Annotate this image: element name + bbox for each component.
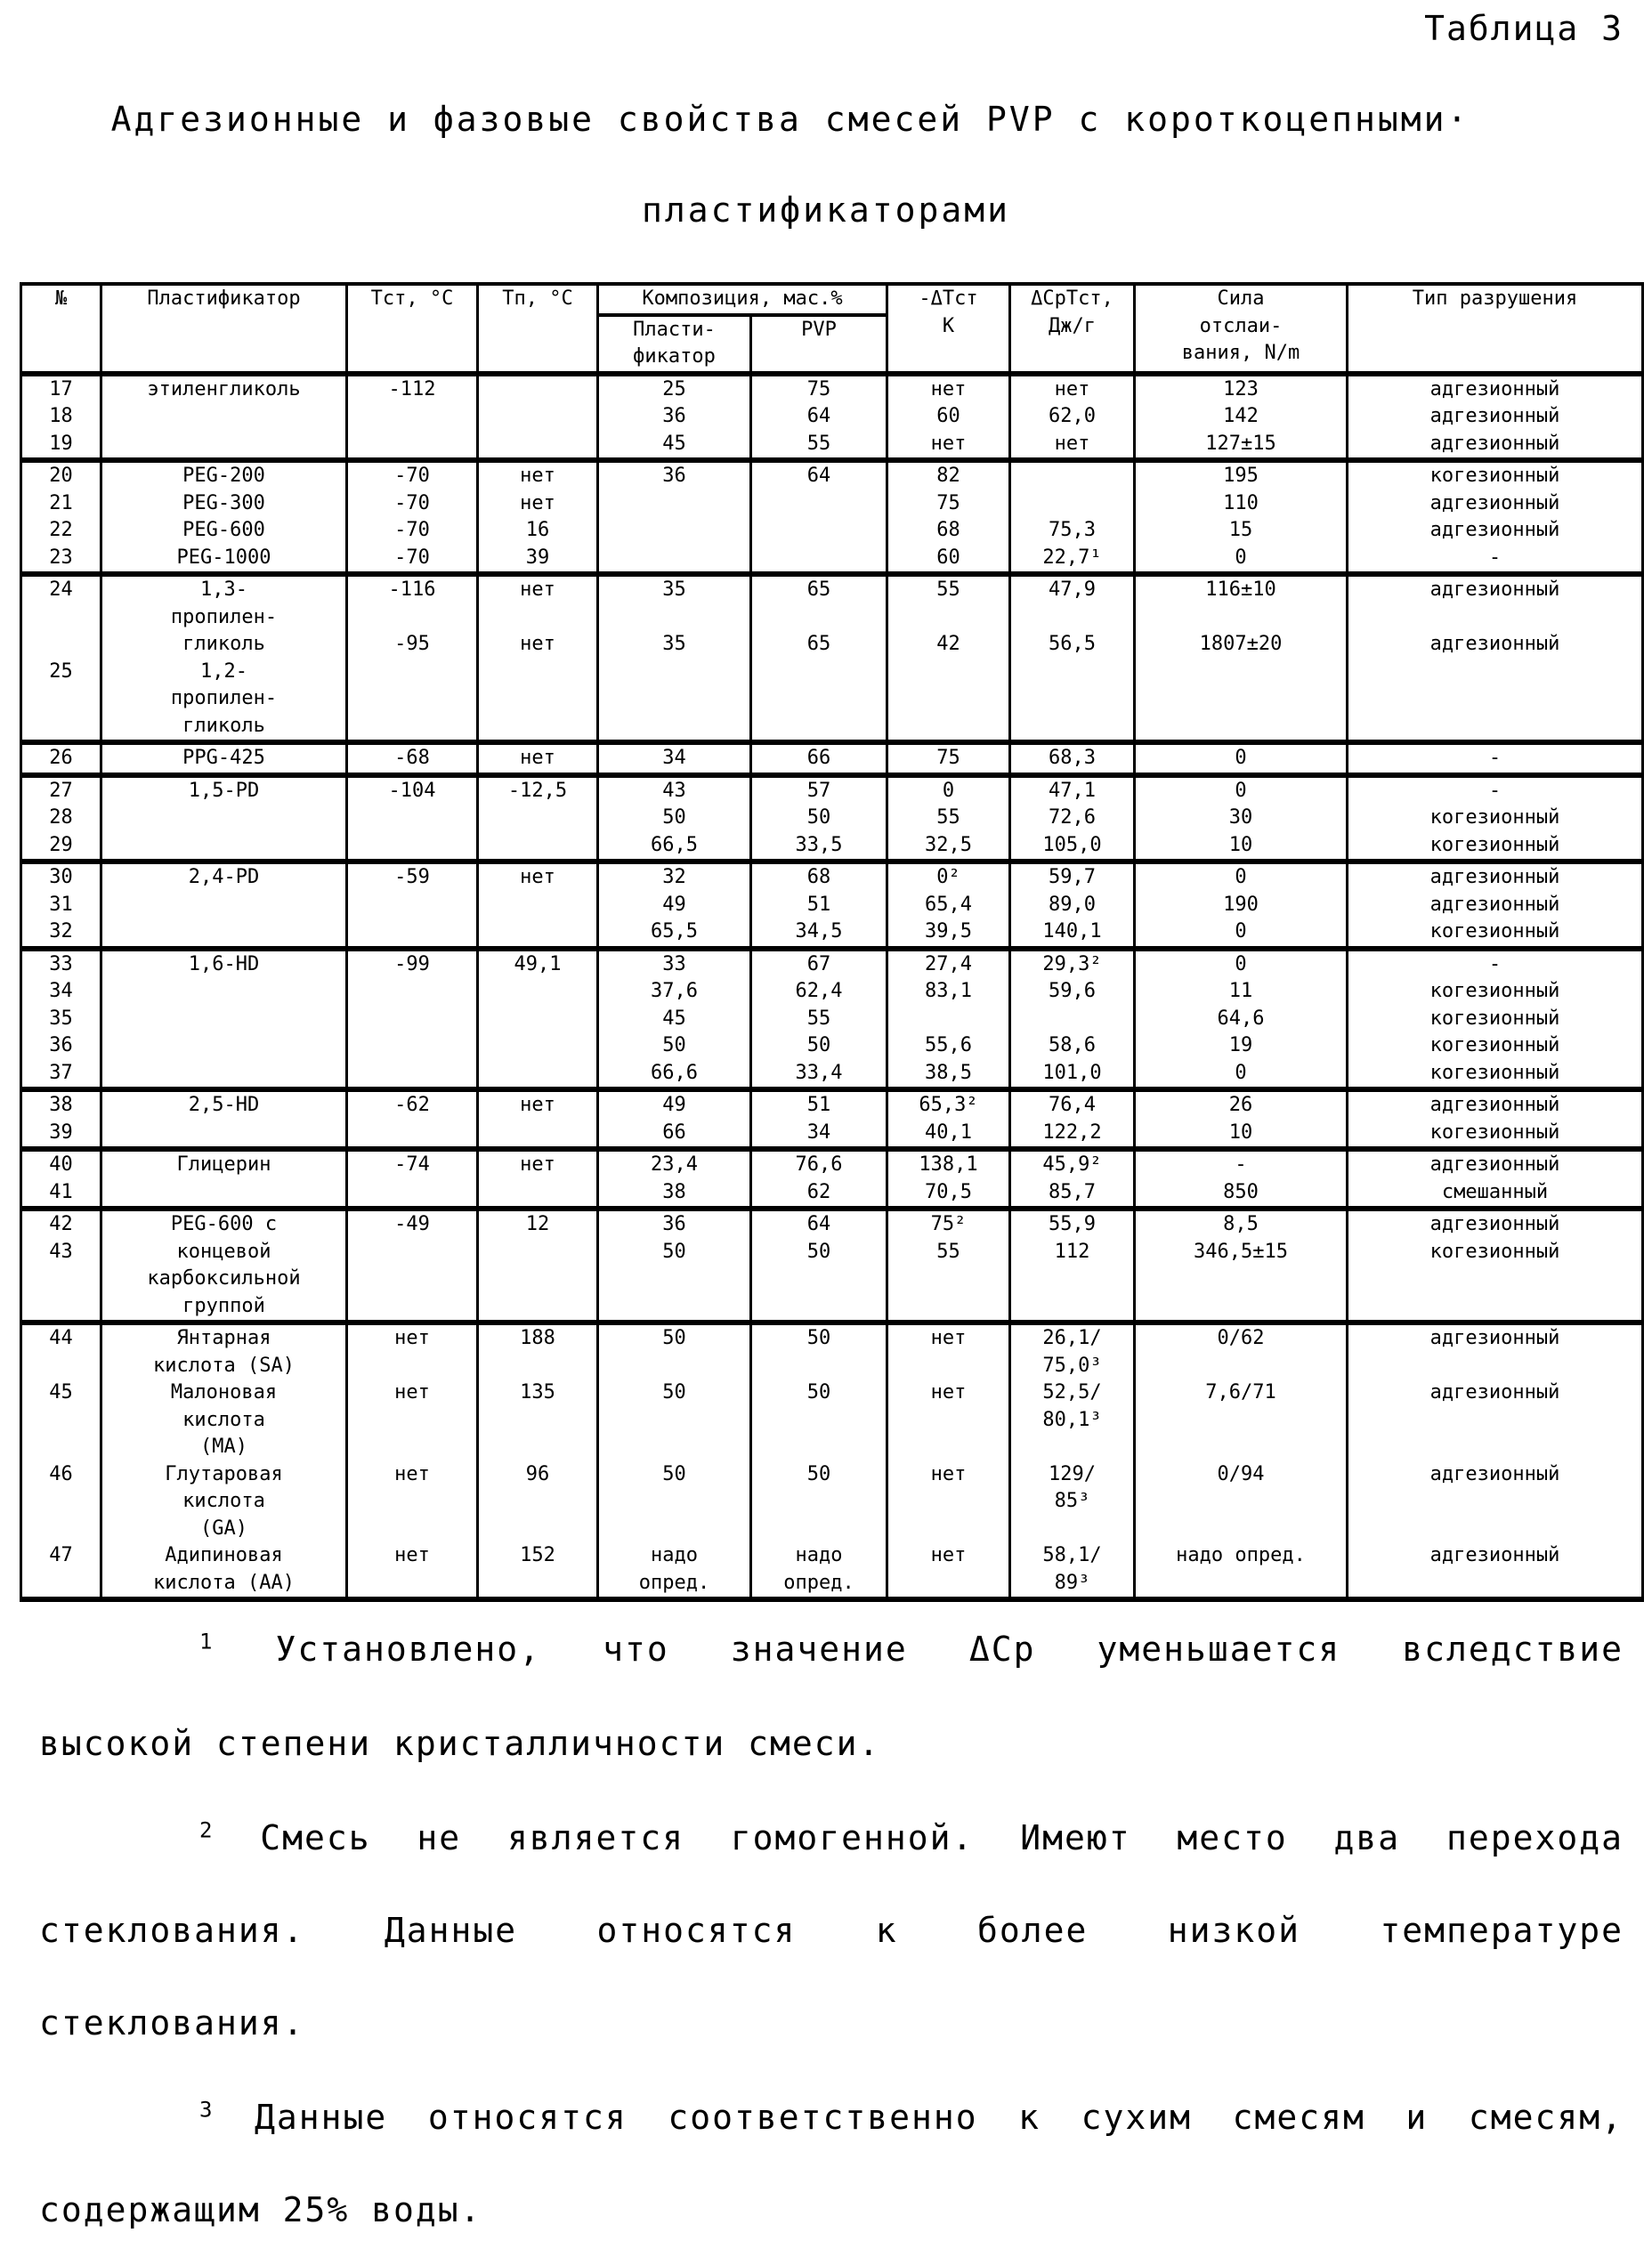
- header-tm: Tп, °C: [478, 284, 598, 374]
- cell-tm: нет: [478, 862, 598, 949]
- cell-tm: нет нет 16 39: [478, 460, 598, 574]
- header-comp-plasticizer: Пласти- фикатор: [598, 315, 751, 374]
- cell-tm: нет: [478, 1149, 598, 1209]
- footnote-1-continuation: высокой степени кристалличности смеси.: [39, 1696, 1624, 1791]
- cell-num: 40 41: [21, 1149, 101, 1209]
- cell-comp-plasticizer: 32 49 65,5: [598, 862, 751, 949]
- cell-tg: -59: [347, 862, 478, 949]
- table-title: Адгезионные и фазовые свойства смесей PVP с короткоцепными·: [0, 100, 1616, 139]
- cell-delta-tg: 55 42: [887, 574, 1010, 742]
- cell-delta-tg: 82 75 68 60: [887, 460, 1010, 574]
- cell-failure-type: адгезионный когезионный: [1348, 1089, 1643, 1149]
- footnote-2: [39, 1791, 1624, 1885]
- header-comp-pvp: PVP: [751, 315, 887, 374]
- table-title-continuation: пластификаторами: [0, 190, 1652, 230]
- cell-failure-type: адгезионный смешанный: [1348, 1149, 1643, 1209]
- cell-tm: 188 135 96 152: [478, 1323, 598, 1599]
- properties-table: [20, 282, 1644, 1602]
- header-num: №: [21, 284, 101, 374]
- cell-num: 17 18 19: [21, 374, 101, 461]
- cell-failure-type: адгезионный адгезионный когезионный: [1348, 862, 1643, 949]
- cell-num: 38 39: [21, 1089, 101, 1149]
- cell-tm: -12,5: [478, 775, 598, 862]
- cell-tg: -68: [347, 742, 478, 775]
- cell-num: 26: [21, 742, 101, 775]
- table-row-group: [21, 742, 1643, 775]
- header-peel-force: Сила отслаи- вания, N/m: [1135, 284, 1348, 374]
- cell-delta-cp: 75,3 22,7¹: [1010, 460, 1135, 574]
- cell-comp-pvp: 67 62,4 55 50 33,4: [751, 949, 887, 1090]
- cell-comp-plasticizer: 50 50 50 надо опред.: [598, 1323, 751, 1599]
- cell-comp-plasticizer: 43 50 66,5: [598, 775, 751, 862]
- cell-num: 44 45 46 47: [21, 1323, 101, 1599]
- cell-delta-cp: 26,1/ 75,0³ 52,5/ 80,1³ 129/ 85³ 58,1/ 89³: [1010, 1323, 1135, 1599]
- cell-failure-type: адгезионный адгезионный: [1348, 574, 1643, 742]
- cell-tg: -112: [347, 374, 478, 461]
- cell-tg: -62: [347, 1089, 478, 1149]
- cell-plasticizer: 1,3- пропилен- гликоль 1,2- пропилен- гликоль: [101, 574, 347, 742]
- cell-tg: -99: [347, 949, 478, 1090]
- cell-peel-force: 0 11 64,6 19 0: [1135, 949, 1348, 1090]
- cell-plasticizer: 2,4-PD: [101, 862, 347, 949]
- header-composition: Композиция, мас.%: [598, 284, 887, 315]
- cell-comp-pvp: 68 51 34,5: [751, 862, 887, 949]
- cell-delta-cp: 45,9² 85,7: [1010, 1149, 1135, 1209]
- cell-delta-cp: 59,7 89,0 140,1: [1010, 862, 1135, 949]
- cell-peel-force: 0 30 10: [1135, 775, 1348, 862]
- footnote-mark: 1: [199, 1629, 214, 1654]
- table-row-group: [21, 862, 1643, 949]
- cell-comp-pvp: 50 50 50 надо опред.: [751, 1323, 887, 1599]
- cell-comp-plasticizer: 33 37,6 45 50 66,6: [598, 949, 751, 1090]
- header-plasticizer: Пластификатор: [101, 284, 347, 374]
- cell-peel-force: 116±10 1807±20: [1135, 574, 1348, 742]
- cell-failure-type: адгезионный адгезионный адгезионный адгезионный: [1348, 1323, 1643, 1599]
- footnote-text: Данные относятся соответственно к сухим смесям и смесям,: [255, 2098, 1624, 2137]
- cell-comp-pvp: 75 64 55: [751, 374, 887, 461]
- table-row-group: [21, 775, 1643, 862]
- cell-delta-tg: 138,1 70,5: [887, 1149, 1010, 1209]
- cell-tg: -74: [347, 1149, 478, 1209]
- cell-tg: -116 -95: [347, 574, 478, 742]
- footnote-mark: 2: [199, 1817, 214, 1842]
- header-delta-tg: -ΔTст К: [887, 284, 1010, 374]
- table-row-group: [21, 460, 1643, 574]
- cell-delta-cp: 47,1 72,6 105,0: [1010, 775, 1135, 862]
- cell-delta-cp: 47,9 56,5: [1010, 574, 1135, 742]
- cell-plasticizer: 1,6-HD: [101, 949, 347, 1090]
- cell-plasticizer: PEG-600 с концевой карбоксильной группой: [101, 1209, 347, 1323]
- footnote-2-continuation: стеклования.: [39, 1976, 1624, 2070]
- cell-plasticizer: 2,5-HD: [101, 1089, 347, 1149]
- cell-delta-tg: 27,4 83,1 55,6 38,5: [887, 949, 1010, 1090]
- cell-plasticizer: Янтарная кислота (SA) Малоновая кислота (MA) Глутаровая кислота (GA) Адипиновая кислота (AA): [101, 1323, 347, 1599]
- cell-comp-plasticizer: 35 35: [598, 574, 751, 742]
- cell-comp-pvp: 64: [751, 460, 887, 574]
- cell-delta-cp: 76,4 122,2: [1010, 1089, 1135, 1149]
- header-tg: Tст, °C: [347, 284, 478, 374]
- footnote-1: [39, 1602, 1624, 1696]
- table-row-group: [21, 1323, 1643, 1599]
- cell-failure-type: адгезионный адгезионный адгезионный: [1348, 374, 1643, 461]
- cell-comp-pvp: 66: [751, 742, 887, 775]
- cell-peel-force: 123 142 127±15: [1135, 374, 1348, 461]
- table-row-group: [21, 1209, 1643, 1323]
- cell-tm: 49,1: [478, 949, 598, 1090]
- cell-tm: нет: [478, 1089, 598, 1149]
- footnote-text: Смесь не является гомогенной. Имеют место два перехода: [260, 1818, 1624, 1857]
- cell-plasticizer: этиленгликоль: [101, 374, 347, 461]
- cell-delta-cp: 55,9 112: [1010, 1209, 1135, 1323]
- cell-peel-force: 26 10: [1135, 1089, 1348, 1149]
- table-row-group: [21, 949, 1643, 1090]
- cell-comp-plasticizer: 36 50: [598, 1209, 751, 1323]
- header-delta-cp: ΔCpTст, Дж/г: [1010, 284, 1135, 374]
- footnote-text: Установлено, что значение ΔCp уменьшается вследствие: [276, 1630, 1624, 1669]
- cell-peel-force: - 850: [1135, 1149, 1348, 1209]
- cell-peel-force: 0 190 0: [1135, 862, 1348, 949]
- table-row-group: [21, 574, 1643, 742]
- cell-failure-type: - когезионный когезионный: [1348, 775, 1643, 862]
- cell-failure-type: -: [1348, 742, 1643, 775]
- cell-peel-force: 195 110 15 0: [1135, 460, 1348, 574]
- cell-delta-tg: 75² 55: [887, 1209, 1010, 1323]
- cell-peel-force: 0: [1135, 742, 1348, 775]
- cell-comp-plasticizer: 34: [598, 742, 751, 775]
- cell-comp-pvp: 64 50: [751, 1209, 887, 1323]
- cell-tg: -104: [347, 775, 478, 862]
- cell-comp-pvp: 51 34: [751, 1089, 887, 1149]
- cell-tg: -70 -70 -70 -70: [347, 460, 478, 574]
- cell-delta-tg: 65,3² 40,1: [887, 1089, 1010, 1149]
- cell-delta-cp: 68,3: [1010, 742, 1135, 775]
- cell-tg: нет нет нет нет: [347, 1323, 478, 1599]
- cell-delta-cp: нет 62,0 нет: [1010, 374, 1135, 461]
- cell-plasticizer: 1,5-PD: [101, 775, 347, 862]
- cell-peel-force: 0/62 7,6/71 0/94 надо опред.: [1135, 1323, 1348, 1599]
- cell-tm: [478, 374, 598, 461]
- cell-delta-tg: нет 60 нет: [887, 374, 1010, 461]
- footnote-3: [39, 2070, 1624, 2164]
- cell-comp-plasticizer: 25 36 45: [598, 374, 751, 461]
- cell-tm: нет нет: [478, 574, 598, 742]
- cell-num: 27 28 29: [21, 775, 101, 862]
- cell-tm: нет: [478, 742, 598, 775]
- cell-failure-type: когезионный адгезионный адгезионный -: [1348, 460, 1643, 574]
- table-row-group: [21, 1089, 1643, 1149]
- cell-num: 24 25: [21, 574, 101, 742]
- cell-delta-cp: 29,3² 59,6 58,6 101,0: [1010, 949, 1135, 1090]
- cell-comp-pvp: 76,6 62: [751, 1149, 887, 1209]
- cell-failure-type: адгезионный когезионный: [1348, 1209, 1643, 1323]
- cell-tm: 12: [478, 1209, 598, 1323]
- cell-comp-plasticizer: 36: [598, 460, 751, 574]
- cell-comp-plasticizer: 49 66: [598, 1089, 751, 1149]
- cell-delta-tg: нет нет нет нет: [887, 1323, 1010, 1599]
- cell-num: 42 43: [21, 1209, 101, 1323]
- cell-num: 30 31 32: [21, 862, 101, 949]
- cell-plasticizer: Глицерин: [101, 1149, 347, 1209]
- cell-delta-tg: 75: [887, 742, 1010, 775]
- cell-comp-plasticizer: 23,4 38: [598, 1149, 751, 1209]
- cell-comp-pvp: 57 50 33,5: [751, 775, 887, 862]
- footnote-mark: 3: [199, 2097, 214, 2122]
- cell-num: 20 21 22 23: [21, 460, 101, 574]
- footnote-2-line2: стеклования. Данные относятся к более низкой температуре: [39, 1883, 1624, 1978]
- cell-tg: -49: [347, 1209, 478, 1323]
- cell-num: 33 34 35 36 37: [21, 949, 101, 1090]
- cell-delta-tg: 0² 65,4 39,5: [887, 862, 1010, 949]
- cell-peel-force: 8,5 346,5±15: [1135, 1209, 1348, 1323]
- header-failure-type: Тип разрушения: [1348, 284, 1643, 374]
- cell-plasticizer: PEG-200 PEG-300 PEG-600 PEG-1000: [101, 460, 347, 574]
- footnote-3-continuation: содержащим 25% воды.: [39, 2163, 1624, 2257]
- cell-failure-type: - когезионный когезионный когезионный когезионный: [1348, 949, 1643, 1090]
- table-row-group: [21, 1149, 1643, 1209]
- cell-plasticizer: PPG-425: [101, 742, 347, 775]
- table-number-label: Таблица 3: [1424, 9, 1624, 48]
- cell-delta-tg: 0 55 32,5: [887, 775, 1010, 862]
- cell-comp-pvp: 65 65: [751, 574, 887, 742]
- table-row-group: [21, 374, 1643, 461]
